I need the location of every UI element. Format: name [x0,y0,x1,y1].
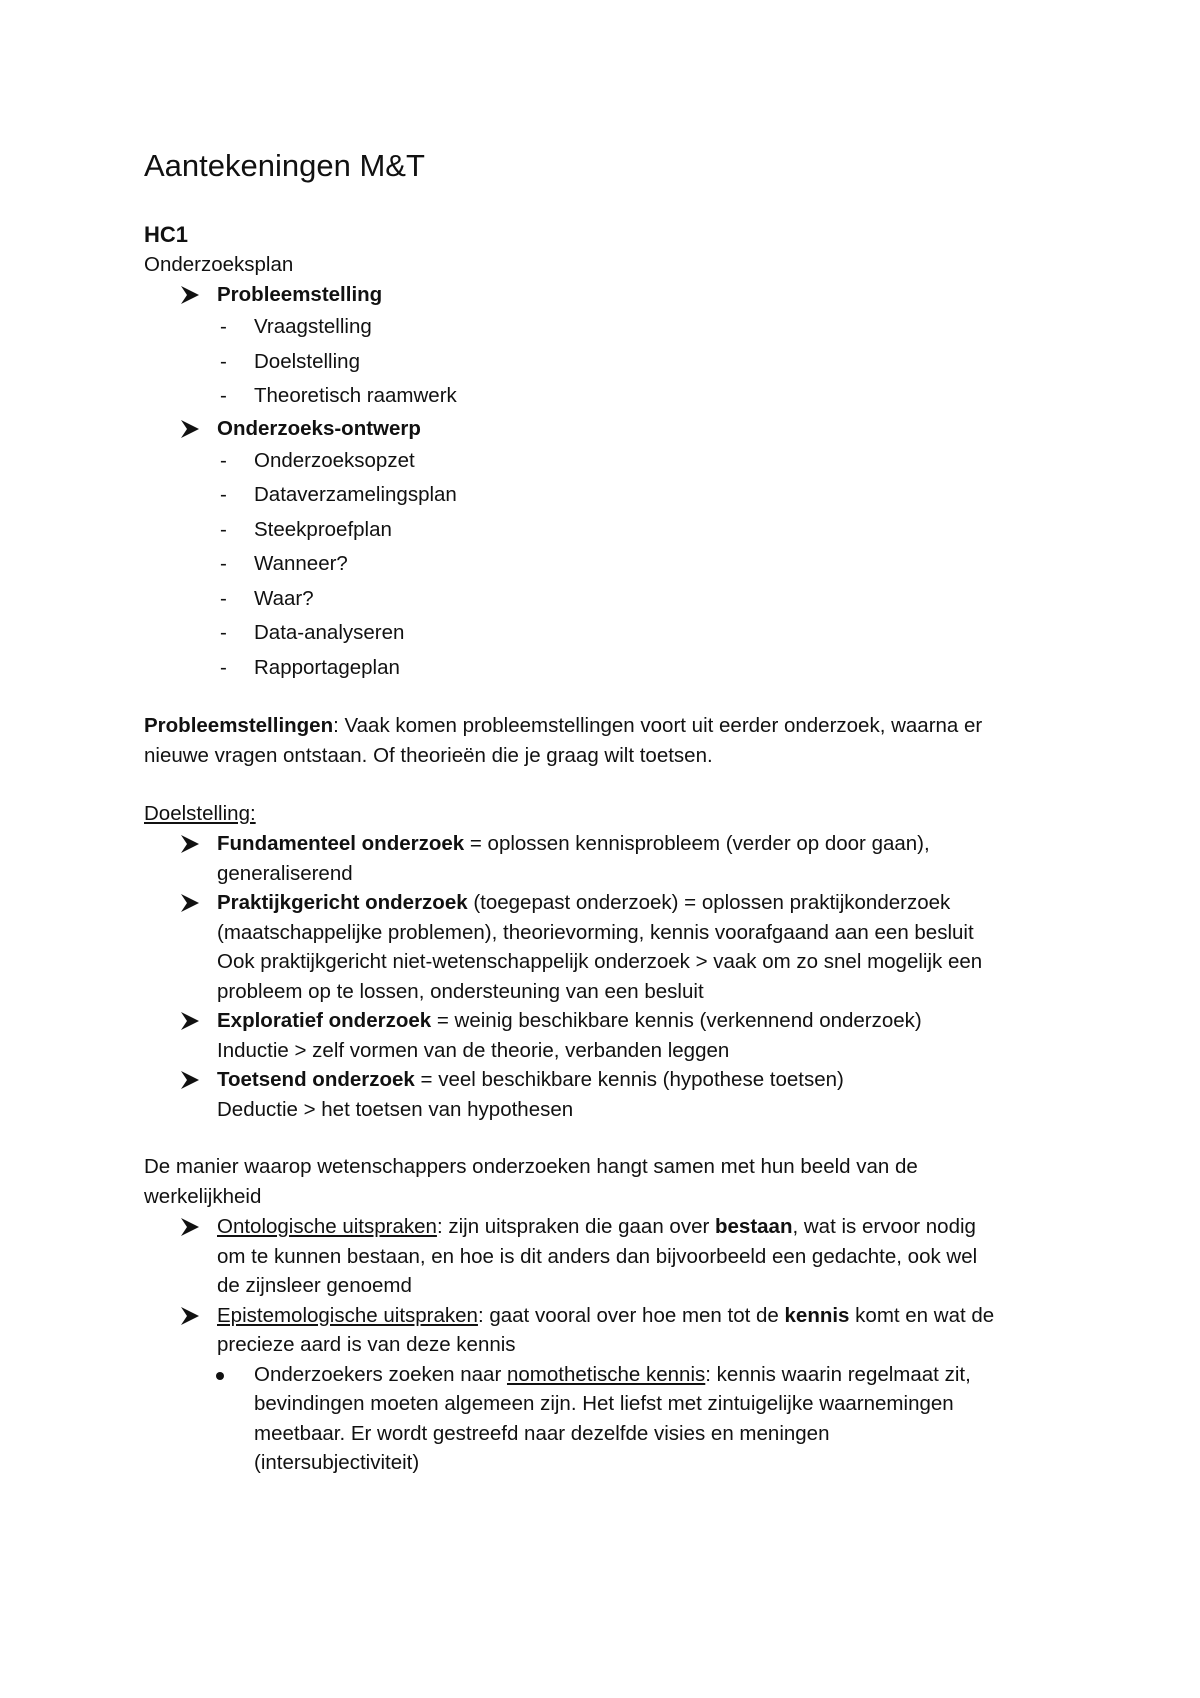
dash-bullet-icon: - [220,586,227,610]
ontology-term: Ontologische uitspraken [217,1215,437,1238]
problem-statements-term: Probleemstellingen [144,714,334,737]
epistemology-sublist [144,1360,1074,1478]
plan-item [144,280,1074,310]
objective-list [144,829,1074,1124]
objective-text: = oplossen kennisprobleem (verder op door gaan), [464,832,930,855]
list-item [144,310,1074,345]
arrow-bullet-icon [180,1006,200,1036]
epistemology-text: komt en wat de [849,1303,995,1327]
problem-statements-text: nieuwe vragen ontstaan. Of theorieën die je graag wilt toetsen. [144,744,713,767]
problem-statements-text: : Vaak komen probleemstellingen voort uit eerder onderzoek, waarna er [333,714,983,737]
dash-bullet-icon: - [220,552,227,575]
objective-text: probleem op te lossen, ondersteuning van een besluit [217,979,704,1003]
arrow-bullet-icon [180,1212,200,1242]
section-heading: HC1 [144,222,189,247]
dot-bullet-icon [216,1372,224,1380]
sub-text: meetbaar. Er wordt gestreefd naar dezelfde visies en meningen [254,1421,830,1445]
plan-list [144,414,1074,444]
objective-text: (maatschappelijke problemen), theorievorming, kennis voorafgaand aan een besluit [217,920,974,944]
epistemology-text: precieze aard is van deze kennis [217,1333,516,1356]
worldview-list [144,1212,1074,1360]
objective-term: Toetsend onderzoek [217,1068,415,1091]
arrow-bullet-icon [180,1301,200,1331]
worldview-text: werkelijkheid [144,1185,262,1208]
nomothetic-term: nomothetische kennis [506,1362,706,1386]
objective-item [144,1006,1074,1065]
ontology-text: , wat is ervoor nodig [792,1215,976,1238]
objective-heading: Doelstelling: [144,802,256,825]
document-page [144,146,1074,1478]
objective-term: Exploratief onderzoek [217,1009,432,1032]
objective-text: generaliserend [217,861,353,885]
sub-text: : kennis waarin regelmaat zit, [705,1362,971,1386]
list-item [144,547,1074,582]
objective-term: Fundamenteel onderzoek [217,832,465,855]
plan-item [144,414,1074,444]
sub-text: bevindingen moeten algemeen zijn. Het liefst met zintuigelijke waarnemingen [254,1392,954,1415]
list-item [144,1360,1074,1478]
objective-text: Inductie > zelf vormen van de theorie, verbanden leggen [217,1038,730,1062]
objective-item [144,1065,1074,1124]
arrow-bullet-icon [180,280,200,310]
objective-text: Ook praktijkgericht niet-wetenschappelijk onderzoek > vaak om zo snel mogelijk een [217,950,983,973]
objective-text: (toegepast onderzoek) = oplossen praktijkonderzoek [467,891,951,914]
ontology-text: : zijn uitspraken die gaan over [436,1215,715,1238]
worldview-paragraph [144,1152,1074,1212]
ontology-text: de zijnsleer genoemd [217,1274,412,1297]
list-item-text: Wanneer? [254,552,348,575]
list-item [144,651,1074,686]
ontology-bold: bestaan [715,1215,793,1238]
list-item [144,582,1074,617]
list-item [144,513,1074,548]
epistemology-bold: kennis [784,1303,850,1327]
list-item [144,478,1074,513]
list-item-text: Onderzoeksopzet [254,448,415,472]
objective-item [144,888,1074,1006]
arrow-bullet-icon [180,1065,200,1095]
list-item-text: Dataverzamelingsplan [254,483,457,506]
worldview-item-epistemology [144,1301,1074,1360]
sub-text: (intersubjectiviteit) [254,1451,420,1474]
objective-text: = weinig beschikbare kennis (verkennend onderzoek) [431,1009,922,1032]
list-item-text: Vraagstelling [254,315,372,338]
arrow-bullet-icon [180,829,200,859]
dash-bullet-icon: - [220,315,227,338]
objective-item [144,829,1074,888]
list-item-text: Doelstelling [254,349,360,373]
dash-bullet-icon: - [220,655,227,679]
problem-statements-paragraph [144,711,1074,771]
list-item-text: Steekproefplan [254,517,392,541]
epistemology-text: : gaat vooral over hoe men tot de [477,1303,785,1327]
plan-item-label: Probleemstelling [217,283,383,306]
list-item [144,616,1074,651]
epistemology-term: Epistemologische uitspraken [217,1303,478,1327]
ontology-text: om te kunnen bestaan, en hoe is dit anders dan bijvoorbeeld een gedachte, ook wel [217,1244,978,1268]
plan-list [144,280,1074,310]
plan-subitems [144,310,1074,414]
worldview-item-ontology [144,1212,1074,1301]
list-item-text: Rapportageplan [254,655,400,679]
document-title: Aantekeningen M&T [144,148,425,183]
plan-item-label: Onderzoeks-ontwerp [217,416,421,440]
dash-bullet-icon: - [220,448,227,472]
list-item-text: Theoretisch raamwerk [254,384,457,407]
list-item-text: Waar? [254,586,314,610]
arrow-bullet-icon [180,888,200,918]
objective-text: = veel beschikbare kennis (hypothese toetsen) [414,1068,844,1091]
dash-bullet-icon: - [220,621,227,644]
list-item [144,444,1074,479]
list-item [144,345,1074,380]
objective-text: Deductie > het toetsen van hypothesen [217,1097,574,1121]
arrow-bullet-icon [180,414,200,444]
section-subheading: Onderzoeksplan [144,253,294,276]
sub-text: Onderzoekers zoeken naar [254,1362,507,1386]
dash-bullet-icon: - [220,384,227,407]
worldview-text: De manier waarop wetenschappers onderzoeken hangt samen met hun beeld van de [144,1155,918,1178]
list-item-text: Data-analyseren [254,621,405,644]
dash-bullet-icon: - [220,349,227,373]
dash-bullet-icon: - [220,483,227,506]
dash-bullet-icon: - [220,517,227,541]
list-item [144,379,1074,414]
objective-term: Praktijkgericht onderzoek [217,891,468,914]
plan-subitems [144,444,1074,686]
